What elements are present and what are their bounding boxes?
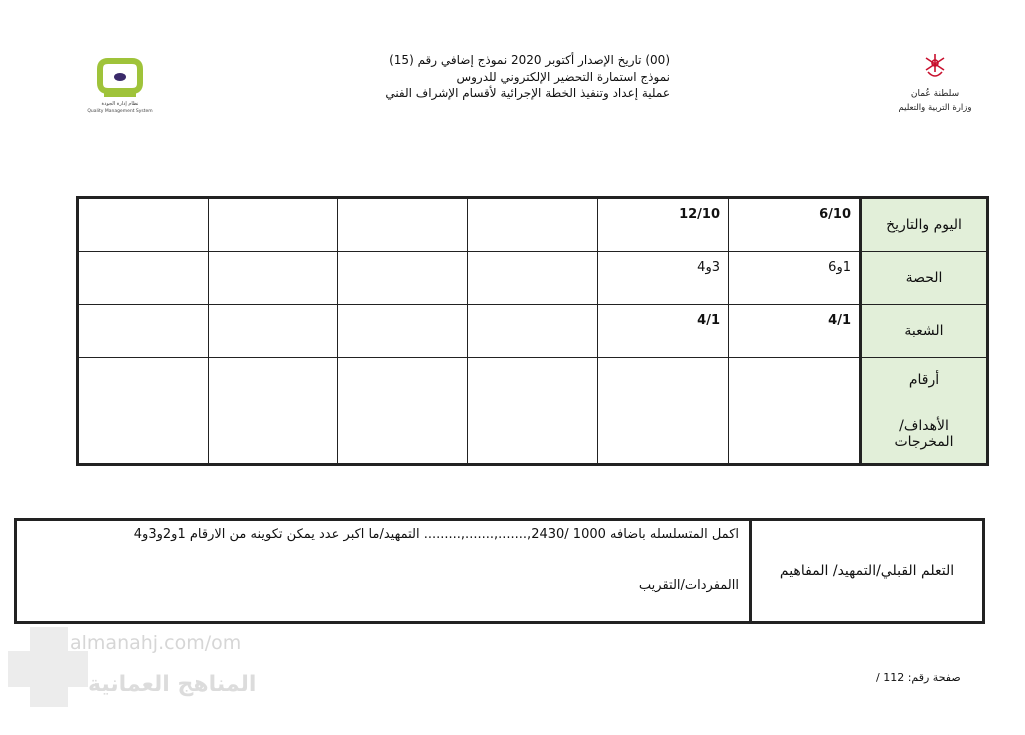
label-period: الحصة xyxy=(861,252,988,305)
intro-table xyxy=(14,518,985,624)
cell-goals-4 xyxy=(338,358,468,465)
cell-goals-1 xyxy=(729,358,861,465)
lesson-plan-table xyxy=(76,196,989,466)
cell-date-5 xyxy=(209,198,338,252)
intro-line-2: االمفردات/التقريب xyxy=(638,578,739,593)
header-form-title: نموذج استمارة التحضير الإلكتروني للدروس xyxy=(456,69,670,84)
ministry-logo-line1: سلطنة عُمان xyxy=(910,89,960,99)
cell-section-6 xyxy=(78,305,209,358)
watermark-name: المناهج العمانية xyxy=(88,672,257,697)
cell-date-4 xyxy=(338,198,468,252)
cell-period-3 xyxy=(468,252,598,305)
label-day-date: اليوم والتاريخ xyxy=(861,198,988,252)
intro-label: التعلم القبلي/التمهيد/ المفاهيم xyxy=(751,520,984,623)
quality-logo xyxy=(74,55,166,115)
cell-goals-3 xyxy=(468,358,598,465)
cell-date-3 xyxy=(468,198,598,252)
cell-period-1: 1و6 xyxy=(729,252,861,305)
cell-section-4 xyxy=(338,305,468,358)
label-goals-line1: أرقام xyxy=(908,371,940,388)
cell-period-2: 3و4 xyxy=(598,252,729,305)
cell-period-6 xyxy=(78,252,209,305)
cell-date-6 xyxy=(78,198,209,252)
page-number xyxy=(876,671,961,684)
document-header xyxy=(330,52,670,102)
cell-goals-2 xyxy=(598,358,729,465)
quality-logo-en: Quality Management System xyxy=(87,109,153,114)
cell-section-1: 4/1 xyxy=(729,305,861,358)
header-issue-line: (00) تاريخ الإصدار أكتوبر 2020 نموذج إضافي رقم (15) xyxy=(389,53,670,67)
quality-logo-ar: نظام إدارة الجودة xyxy=(101,101,139,107)
header-process-line: عملية إعداد وتنفيذ الخطة الإجرائية لأقسام الإشراف الفني xyxy=(385,86,670,100)
cell-goals-5 xyxy=(209,358,338,465)
page-number-value: 112 / xyxy=(876,671,905,684)
intro-content xyxy=(16,520,751,623)
cell-date-1: 6/10 xyxy=(729,198,861,252)
row-day-date xyxy=(78,198,988,252)
intro-line-1: اكمل المتسلسله باضافه 1000 /2430,.......,.......,......... التمهيد/ما اكبر عدد يمكن تكوينه من الارقام 1و2و3و4 xyxy=(133,527,739,542)
cell-goals-6 xyxy=(78,358,209,465)
ministry-logo-line2: وزارة التربية والتعليم xyxy=(898,103,972,113)
row-goals xyxy=(78,358,988,465)
row-period xyxy=(78,252,988,305)
cell-section-2: 4/1 xyxy=(598,305,729,358)
cell-section-3 xyxy=(468,305,598,358)
cell-section-5 xyxy=(209,305,338,358)
label-goals xyxy=(861,358,988,465)
row-section xyxy=(78,305,988,358)
label-section: الشعبة xyxy=(861,305,988,358)
label-goals-line2: الأهداف/المخرجات xyxy=(894,417,954,450)
ministry-logo xyxy=(898,50,972,118)
page-number-label: صفحة رقم: xyxy=(907,671,961,684)
cell-date-2: 12/10 xyxy=(598,198,729,252)
watermark-url: almanahj.com/om xyxy=(70,632,242,654)
cell-period-5 xyxy=(209,252,338,305)
cell-period-4 xyxy=(338,252,468,305)
